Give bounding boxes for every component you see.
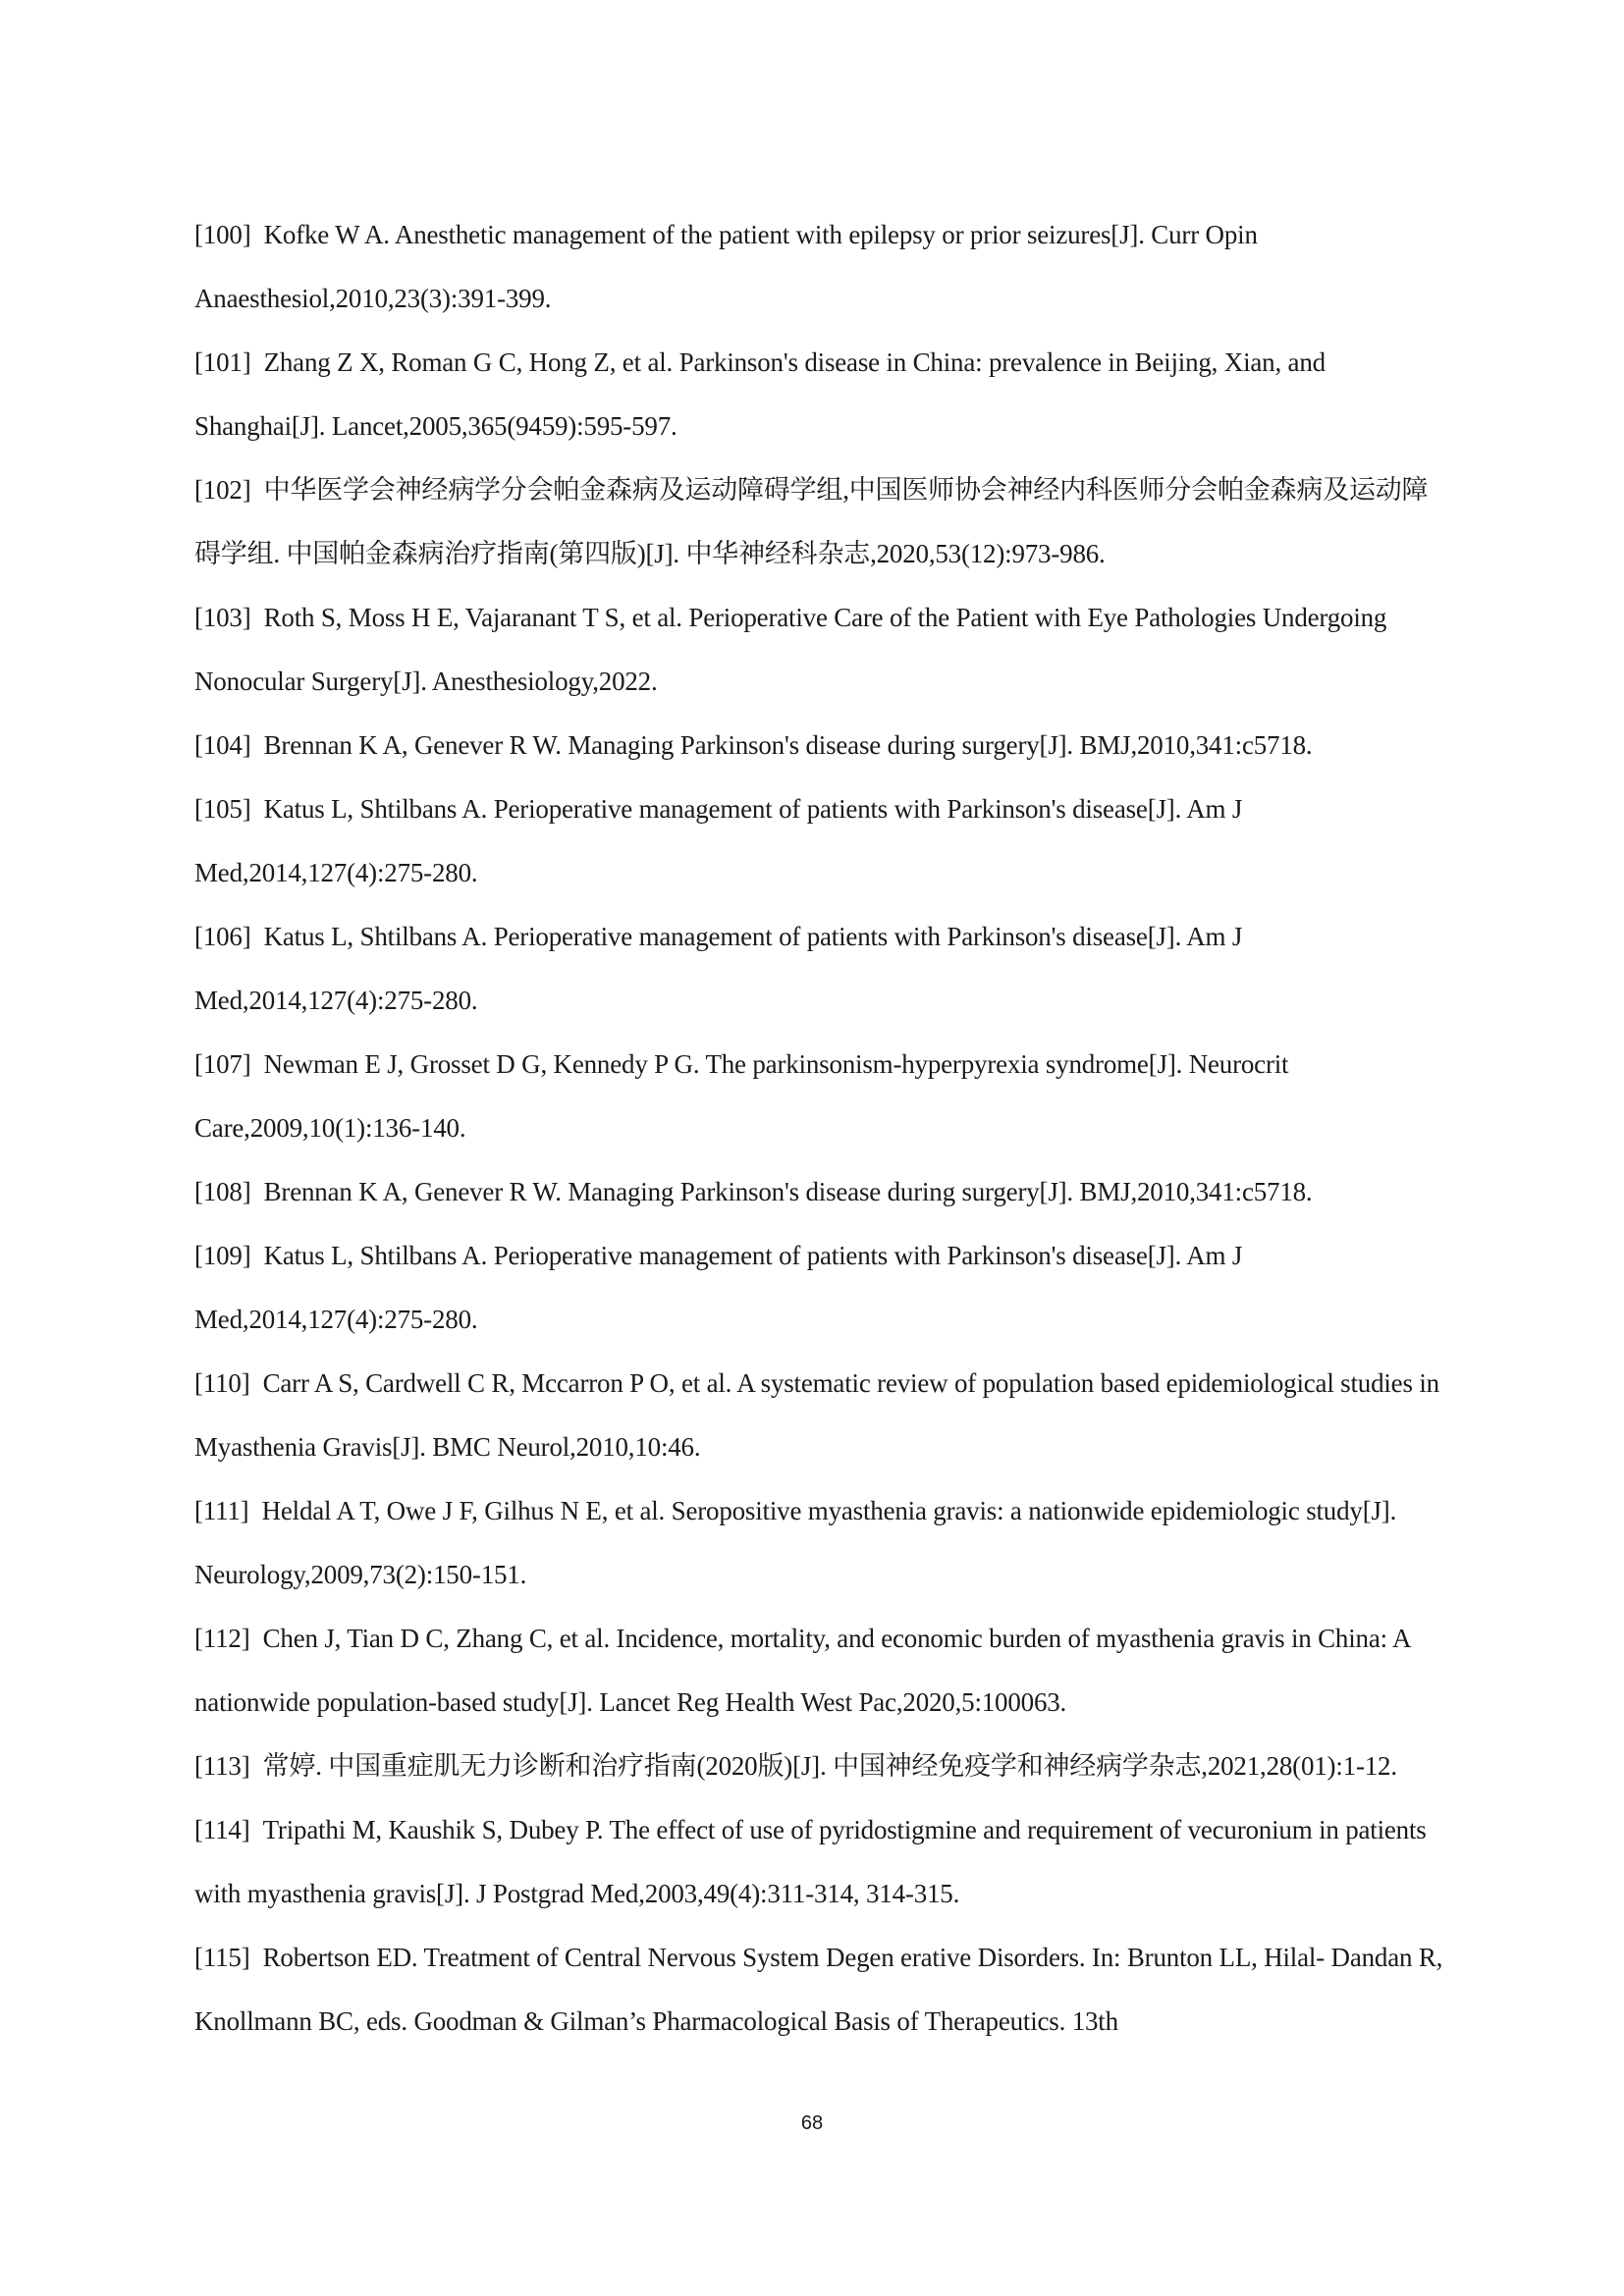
reference-item [194, 714, 1451, 777]
reference-item [194, 1479, 1451, 1607]
reference-text: Carr A S, Cardwell C R, Mccarron P O, et al. A systematic review of population based epidemiological studies in Myasthenia Gravis[J]. BMC Neurol,2010,10:46. [194, 1368, 1439, 1462]
reference-text: 中华医学会神经病学分会帕金森病及运动障碍学组,中国医师协会神经内科医师分会帕金森病及运动障碍学组. 中国帕金森病治疗指南(第四版)[J]. 中华神经科杂志,2020,53(12):973-986. [194, 475, 1429, 568]
reference-text: Newman E J, Grosset D G, Kennedy P G. The parkinsonism-hyperpyrexia syndrome[J]. Neurocrit Care,2009,10(1):136-140. [194, 1049, 1289, 1143]
reference-text: Katus L, Shtilbans A. Perioperative management of patients with Parkinson's disease[J]. Am J Med,2014,127(4):275-280. [194, 794, 1243, 887]
reference-number: [106] [194, 922, 251, 951]
reference-text: Katus L, Shtilbans A. Perioperative management of patients with Parkinson's disease[J]. Am J Med,2014,127(4):275-280. [194, 922, 1243, 1015]
reference-item [194, 1798, 1451, 1926]
reference-number: [113] [194, 1751, 250, 1781]
reference-item [194, 203, 1451, 331]
reference-text: Chen J, Tian D C, Zhang C, et al. Incidence, mortality, and economic burden of myasthenia gravis in China: A nationwide population-based study[J]. Lancet Reg Health West Pac,2020,5:100063. [194, 1624, 1410, 1717]
reference-text: Katus L, Shtilbans A. Perioperative management of patients with Parkinson's disease[J]. Am J Med,2014,127(4):275-280. [194, 1241, 1243, 1334]
reference-item [194, 1926, 1451, 2054]
reference-text: Brennan K A, Genever R W. Managing Parkinson's disease during surgery[J]. BMJ,2010,341:c5718. [263, 730, 1313, 760]
reference-text: Zhang Z X, Roman G C, Hong Z, et al. Parkinson's disease in China: prevalence in Beijing, Xian, and Shanghai[J]. Lancet,2005,365(9459):595-597. [194, 347, 1326, 441]
reference-number: [111] [194, 1496, 249, 1525]
reference-item [194, 458, 1451, 586]
reference-item [194, 1224, 1451, 1352]
page-number: 68 [800, 2112, 824, 2134]
reference-number: [115] [194, 1943, 250, 1972]
reference-number: [114] [194, 1815, 250, 1844]
reference-number: [110] [194, 1368, 250, 1398]
reference-item [194, 1735, 1451, 1798]
reference-number: [105] [194, 794, 251, 824]
reference-item [194, 586, 1451, 714]
reference-item [194, 1352, 1451, 1479]
reference-number: [109] [194, 1241, 251, 1270]
reference-text: Heldal A T, Owe J F, Gilhus N E, et al. Seropositive myasthenia gravis: a nationwide epidemiologic study[J]. Neurology,2009,73(2):150-151. [194, 1496, 1397, 1589]
reference-item [194, 1033, 1451, 1160]
reference-number: [112] [194, 1624, 250, 1653]
reference-item [194, 777, 1451, 905]
reference-text: Roth S, Moss H E, Vajaranant T S, et al. Perioperative Care of the Patient with Eye Pathologies Undergoing Nonocular Surgery[J]. Anesthesiology,2022. [194, 603, 1387, 696]
reference-text: Robertson ED. Treatment of Central Nervous System Degen erative Disorders. In: Brunton LL, Hilal- Dandan R, Knollmann BC, eds. Goodman & Gilman’s Pharmacological Basis of Therapeutics. 13th [194, 1943, 1443, 2036]
reference-number: [103] [194, 603, 251, 632]
reference-text: 常婷. 中国重症肌无力诊断和治疗指南(2020版)[J]. 中国神经免疫学和神经病学杂志,2021,28(01):1-12. [262, 1751, 1397, 1781]
reference-number: [101] [194, 347, 251, 377]
reference-list [194, 203, 1451, 2054]
reference-number: [102] [194, 475, 251, 505]
reference-number: [108] [194, 1177, 251, 1206]
reference-number: [107] [194, 1049, 251, 1079]
reference-text: Brennan K A, Genever R W. Managing Parkinson's disease during surgery[J]. BMJ,2010,341:c5718. [263, 1177, 1313, 1206]
reference-text: Tripathi M, Kaushik S, Dubey P. The effect of use of pyridostigmine and requirement of vecuronium in patients with myasthenia gravis[J]. J Postgrad Med,2003,49(4):311-314, 314-315. [194, 1815, 1427, 1908]
reference-item [194, 1160, 1451, 1224]
reference-item [194, 331, 1451, 458]
reference-item [194, 1607, 1451, 1735]
reference-number: [100] [194, 220, 251, 249]
reference-number: [104] [194, 730, 251, 760]
reference-text: Kofke W A. Anesthetic management of the patient with epilepsy or prior seizures[J]. Curr Opin Anaesthesiol,2010,23(3):391-399. [194, 220, 1258, 313]
reference-item [194, 905, 1451, 1033]
